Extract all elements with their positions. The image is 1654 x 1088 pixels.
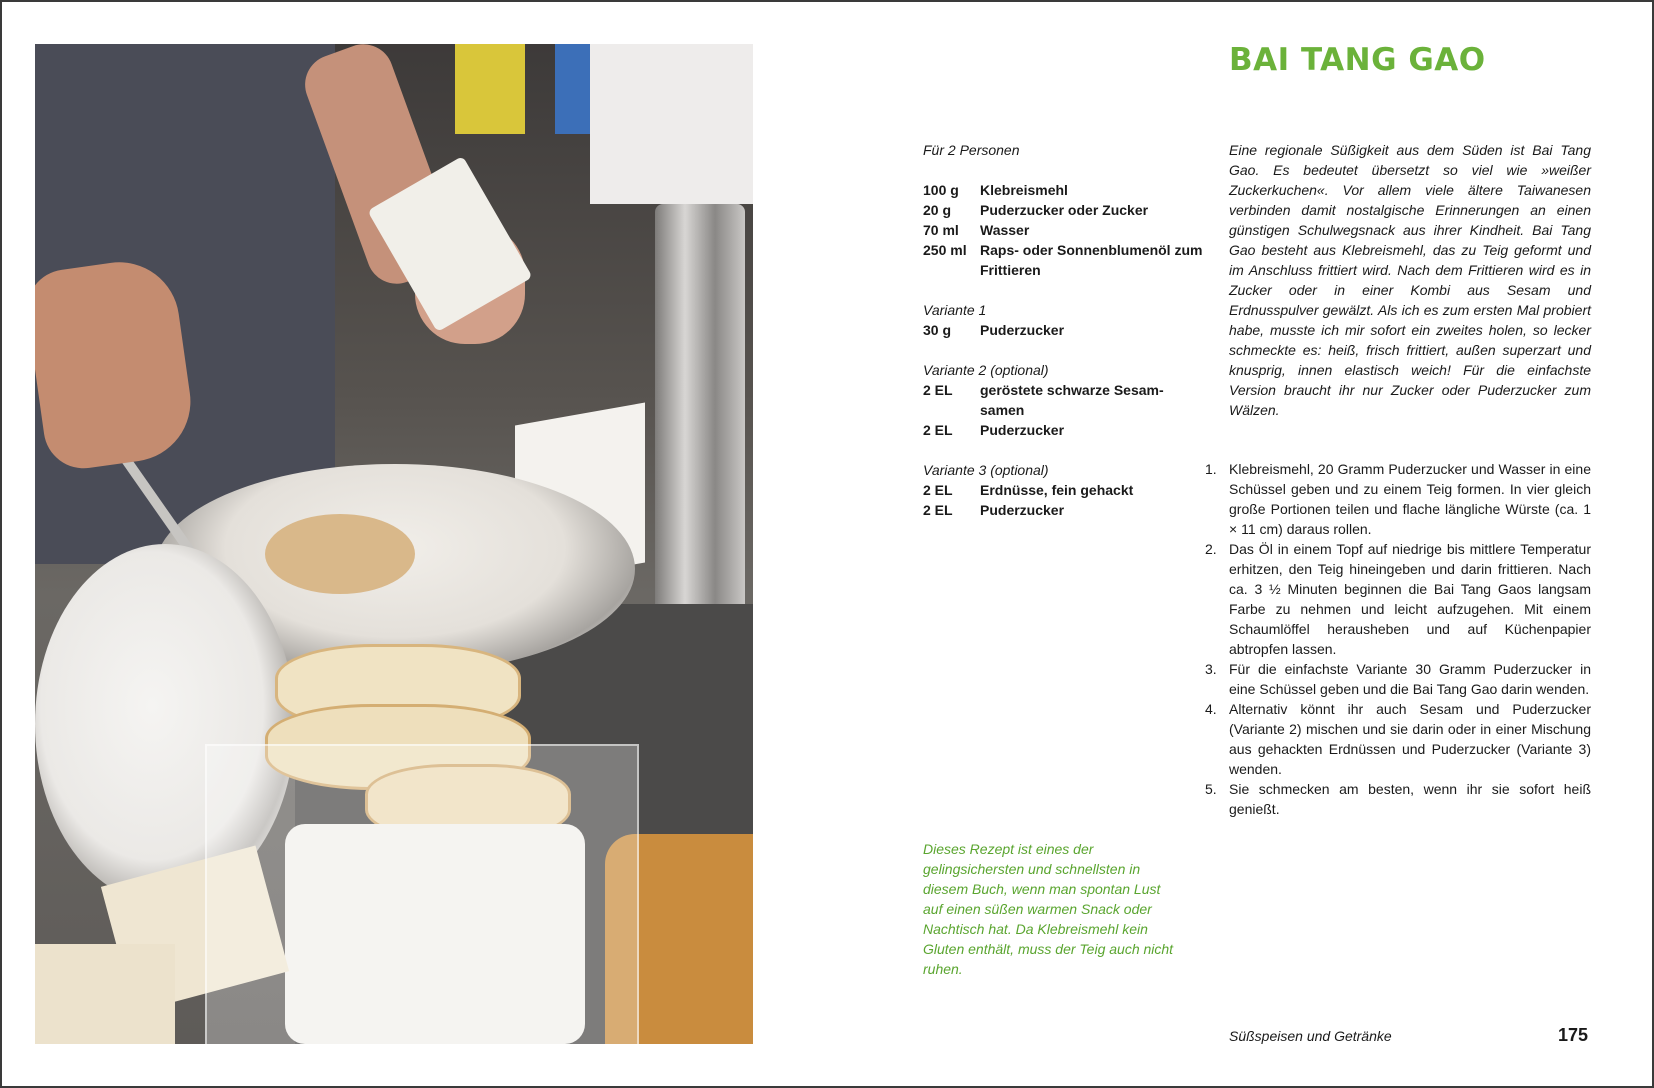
step-text: Für die einfachste Variante 30 Gramm Puderzucker in eine Schüssel geben und die Bai Tang Gao darin wenden. <box>1229 661 1591 697</box>
step-item <box>1205 539 1591 659</box>
step-number: 2. <box>1205 541 1217 557</box>
page-number: 175 <box>1558 1025 1589 1045</box>
ingredient-row <box>923 320 1203 340</box>
ingredient-name: Puderzucker oder Zucker <box>980 202 1149 218</box>
ingredient-name: Wasser <box>980 222 1030 238</box>
step-item <box>1205 659 1591 699</box>
step-number: 3. <box>1205 661 1217 677</box>
photo-white-sign <box>590 44 753 204</box>
ingredient-name: Klebreismehl <box>980 182 1068 198</box>
recipe-title: BAI TANG GAO <box>1229 42 1486 78</box>
ingredients-column <box>923 140 1203 520</box>
ingredient-amount: 70 ml <box>923 222 959 238</box>
variant-label: Variante 3 (optional) <box>923 462 1049 478</box>
step-number: 1. <box>1205 461 1217 477</box>
step-text: Alternativ könnt ihr auch Sesam und Puderzucker (Variante 2) mischen und sie darin oder in einer Mischung aus gehackten Erdnüssen und Puderzucker (Variante 3) wenden. <box>1229 701 1591 777</box>
ingredient-amount: 30 g <box>923 322 952 338</box>
ingredient-row <box>923 180 1203 200</box>
ingredient-row <box>923 380 1203 420</box>
ingredient-amount: 20 g <box>923 202 952 218</box>
ingredient-name: Puderzucker <box>980 322 1065 338</box>
variant-list <box>923 300 1203 520</box>
photo-white-cake <box>35 944 175 1044</box>
section-name: Süßspeisen und Getränke <box>1229 1028 1392 1044</box>
variant-label: Variante 1 <box>923 302 987 318</box>
photo-blue-cloth <box>555 44 595 134</box>
ingredient-name: Erdnüsse, fein gehackt <box>980 482 1134 498</box>
ingredient-amount: 250 ml <box>923 242 967 258</box>
variant-label: Variante 2 (optional) <box>923 362 1049 378</box>
photo-yellow-cloth <box>455 44 525 134</box>
ingredient-row <box>923 500 1203 520</box>
ingredient-amount: 2 EL <box>923 482 953 498</box>
photo-fried-dough <box>265 514 415 594</box>
step-text: Klebreismehl, 20 Gramm Puderzucker und Wasser in eine Schüssel geben und zu einem Teig formen. In vier gleich große Portionen teilen und flache längliche Würste (ca. 1 × 11 cm) daraus rollen. <box>1229 461 1591 537</box>
ingredient-row <box>923 200 1203 220</box>
recipe-intro: Eine regionale Süßigkeit aus dem Süden ist Bai Tang Gao. Es bedeutet übersetzt so viel wie »weißer Zuckerkuchen«. Vor allem viele ältere Taiwanesen verbinden damit nostalgische Erinnerungen an einen günstigen Schulwegsnack aus ihrer Kindheit. Bai Tang Gao besteht aus Klebreismehl, das zu Teig geformt und im Anschluss frittiert wird. Nach dem Frittieren wird es in Zucker oder in einer Kombi aus Sesam und Erdnusspulver gewälzt. Als ich es zum ersten Mal probiert habe, musste ich mir sofort ein zweites holen, so lecker schmeckte es: heiß, frisch frittiert, außen superzart und knusprig, innen elastisch weich! Für die einfachste Version braucht ihr nur Zucker oder Puderzucker zum Wälzen. <box>1229 142 1591 418</box>
step-text: Sie schmecken am besten, wenn ihr sie sofort heiß genießt. <box>1229 781 1591 817</box>
ingredient-name: geröstete schwarze Sesam-samen <box>980 382 1164 418</box>
ingredient-name: Puderzucker <box>980 422 1065 438</box>
step-item <box>1205 699 1591 779</box>
ingredient-row <box>923 480 1203 500</box>
ingredient-amount: 2 EL <box>923 382 953 398</box>
ingredient-amount: 2 EL <box>923 422 953 438</box>
step-text: Das Öl in einem Topf auf niedrige bis mittlere Temperatur erhitzen, den Teig hineingeben und darin frittieren. Nach ca. 3 ½ Minuten beginnen die Bai Tang Gaos langsam Farbe zu nehmen und leicht aufzugehen. Mit einem Schaumlöffel herausheben und auf Küchenpapier abtropfen lassen. <box>1229 541 1591 657</box>
step-item <box>1205 459 1591 539</box>
photo-glass-case <box>205 744 639 1044</box>
servings-label: Für 2 Personen <box>923 142 1020 158</box>
ingredient-amount: 2 EL <box>923 502 953 518</box>
ingredient-row <box>923 240 1203 280</box>
step-number: 5. <box>1205 781 1217 797</box>
ingredient-row <box>923 420 1203 440</box>
recipe-tip: Dieses Rezept ist eines der gelingsichersten und schnellsten in diesem Buch, wenn man spontan Lust auf einen süßen warmen Snack oder Nachtisch hat. Da Klebreismehl kein Gluten enthält, muss der Teig auch nicht ruhen. <box>923 841 1174 977</box>
ingredient-name: Puderzucker <box>980 502 1065 518</box>
ingredient-row <box>923 220 1203 240</box>
recipe-photo <box>35 44 753 1044</box>
ingredient-name: Raps- oder Sonnenblumenöl zum Frittieren <box>980 242 1203 278</box>
step-number: 4. <box>1205 701 1217 717</box>
step-item <box>1205 779 1591 819</box>
main-ingredient-list <box>923 180 1203 280</box>
preparation-steps <box>1205 459 1591 819</box>
ingredient-amount: 100 g <box>923 182 959 198</box>
